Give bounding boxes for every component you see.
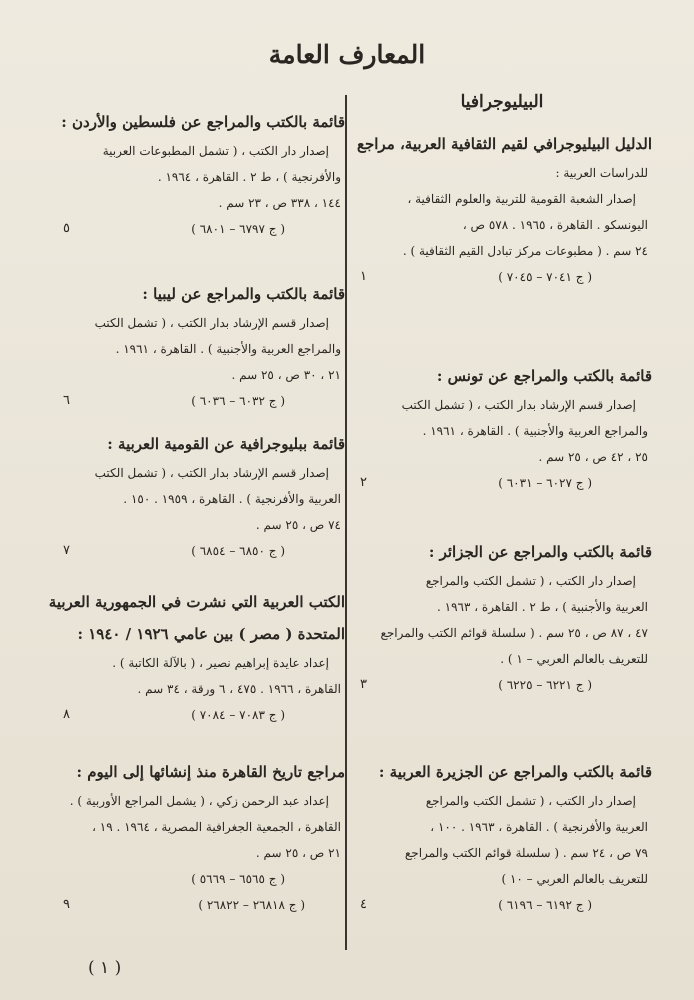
call-number: ( ج ٦٨٥٠ – ٦٨٥٤ ) (191, 544, 285, 558)
entry-number: ١ (360, 269, 367, 284)
entry-line: ٢١ ص ، ٢٥ سم . (255, 846, 341, 860)
bibliography-entry (55, 756, 345, 918)
entry-line: إصدار دار الكتب ، ( تشمل الكتب والمراجع (425, 574, 636, 588)
bibliography-entry (55, 106, 345, 242)
entry-line: العربية والأفرنجية ) . القاهرة ، ١٩٥٩ . ١٥٠ . (123, 492, 341, 506)
call-number: ( ج ٢٦٨١٨ – ٢٦٨٢٢ ) (198, 898, 305, 912)
entry-line: القاهرة ، الجمعية الجغرافية المصرية ، ١٩٦٤ . ١٩ ، (92, 820, 341, 834)
entry-line: ٢٥ ، ٤٢ ص ، ٢٥ سم . (538, 450, 648, 464)
entry-number: ٤ (360, 897, 367, 912)
entry-line: للتعريف بالعالم العربي – ١ ) . (500, 652, 648, 666)
reference-row (55, 216, 345, 242)
entry-line: والمراجع العربية والأجنبية ) . القاهرة ، ١٩٦١ . (115, 342, 341, 356)
entry-title: الكتب العربية التي نشرت في الجمهورية العربية (48, 593, 345, 611)
entry-number: ٥ (63, 221, 70, 236)
reference-row (55, 702, 345, 728)
entry-line: والمراجع العربية والأجنبية ) . القاهرة ، ١٩٦١ . (422, 424, 648, 438)
entry-line: إصدار دار الكتب ، ( تشمل المطبوعات العربية (102, 144, 329, 158)
entry-title: قائمة بالكتب والمراجع عن فلسطين والأردن : (61, 113, 345, 131)
entry-title: قائمة بالكتب والمراجع عن الجزيرة العربية : (378, 763, 652, 781)
entry-line: للدراسات العربية : (555, 166, 648, 180)
column-divider (345, 95, 347, 950)
reference-row (352, 672, 652, 698)
bibliography-entry (55, 428, 345, 564)
entry-line: إعداد عايدة إبراهيم نصير ، ( بالآلة الكاتبة ) . (112, 656, 329, 670)
bibliography-entry (352, 360, 652, 496)
entry-line: إصدار قسم الإرشاد بدار الكتب ، ( تشمل الكتب (401, 398, 636, 412)
entry-line: القاهرة ، ١٩٦٦ . ٤٧٥ ، ٦ ورقة ، ٣٤ سم . (137, 682, 341, 696)
entry-number: ٧ (63, 543, 70, 558)
entry-number: ٨ (63, 707, 70, 722)
entry-line: ٢١ ، ٣٠ ص ، ٢٥ سم . (231, 368, 341, 382)
entry-line: ٤٧ ، ٨٧ ص ، ٢٥ سم . ( سلسلة قوائم الكتب والمراجع (380, 626, 648, 640)
page-number: ( ١ ) (88, 958, 122, 978)
reference-row (55, 538, 345, 564)
entry-line: إعداد عبد الرحمن زكي ، ( يشمل المراجع الأوربية ) . (69, 794, 329, 808)
reference-row (55, 388, 345, 414)
call-number: ( ج ٦٠٣٢ – ٦٠٣٦ ) (191, 394, 285, 408)
reference-row (55, 866, 345, 892)
entry-title: قائمة بالكتب والمراجع عن ليبيا : (142, 285, 345, 303)
call-number: ( ج ٦٠٢٧ – ٦٠٣١ ) (498, 476, 592, 490)
entry-line: ٧٩ ص ، ٢٤ سم . ( سلسلة قوائم الكتب والمراجع (404, 846, 648, 860)
bibliography-entry (55, 278, 345, 414)
entry-line: ١٤٤ ، ٣٣٨ ص ، ٢٣ سم . (218, 196, 341, 210)
call-number: ( ج ٦٢٢١ – ٦٢٢٥ ) (498, 678, 592, 692)
entry-title: مراجع تاريخ القاهرة منذ إنشائها إلى اليوم : (76, 763, 345, 781)
bibliography-entry (48, 586, 345, 728)
entry-line: إصدار دار الكتب ، ( تشمل الكتب والمراجع (425, 794, 636, 808)
call-number: ( ج ٧٠٤١ – ٧٠٤٥ ) (498, 270, 592, 284)
entry-title: الدليل البيليوجرافي لقيم الثقافية العربية، مراجع (357, 135, 652, 153)
entry-number: ٣ (360, 677, 367, 692)
section-heading: البيليوجرافيا (460, 92, 544, 112)
entry-line: ٧٤ ص ، ٢٥ سم . (255, 518, 341, 532)
entry-line: اليونسكو . القاهرة ، ١٩٦٥ . ٥٧٨ ص ، (462, 218, 648, 232)
entry-number: ٢ (360, 475, 367, 490)
bibliography-entry (352, 128, 652, 290)
reference-row (352, 892, 652, 918)
call-number: ( ج ٦١٩٢ – ٦١٩٦ ) (498, 898, 592, 912)
entry-line: للتعريف بالعالم العربي – ١٠ ) (501, 872, 648, 886)
entry-line: ٢٤ سم . ( مطبوعات مركز تبادل القيم الثقافية ) . (402, 244, 648, 258)
page-title: المعارف العامة (268, 40, 426, 69)
entry-line: إصدار قسم الإرشاد بدار الكتب ، ( تشمل الكتب (94, 316, 329, 330)
bibliography-entry (352, 756, 652, 918)
entry-line: إصدار الشعبة القومية للتربية والعلوم الثقافية ، (407, 192, 636, 206)
entry-title: قائمة بالكتب والمراجع عن تونس : (436, 367, 652, 385)
entry-number: ٦ (63, 393, 70, 408)
reference-row (352, 470, 652, 496)
bibliography-entry (352, 536, 652, 698)
reference-row (352, 264, 652, 290)
call-number: ( ج ٦٧٩٧ – ٦٨٠١ ) (191, 222, 285, 236)
call-number: ( ج ٦٥٦٥ – ٥٦٦٩ ) (191, 872, 285, 886)
entry-line: والأفرنجية ) ، ط ٢ . القاهرة ، ١٩٦٤ . (157, 170, 341, 184)
entry-title: قائمة بالكتب والمراجع عن الجزائر : (428, 543, 652, 561)
call-number: ( ج ٧٠٨٣ – ٧٠٨٤ ) (191, 708, 285, 722)
entry-number: ٩ (63, 897, 70, 912)
entry-line: العربية والأجنبية ) ، ط ٢ . القاهرة ، ١٩٦٣ . (437, 600, 648, 614)
entry-line: العربية والأفرنجية ) . القاهرة ، ١٩٦٣ . ١٠٠ ، (430, 820, 648, 834)
entry-title: قائمة ببليوجرافية عن القومية العربية : (107, 435, 345, 453)
entry-title-continued: المتحدة ( مصر ) بين عامي ١٩٢٦ / ١٩٤٠ : (77, 625, 345, 643)
reference-row (55, 892, 345, 918)
entry-line: إصدار قسم الإرشاد بدار الكتب ، ( تشمل الكتب (94, 466, 329, 480)
